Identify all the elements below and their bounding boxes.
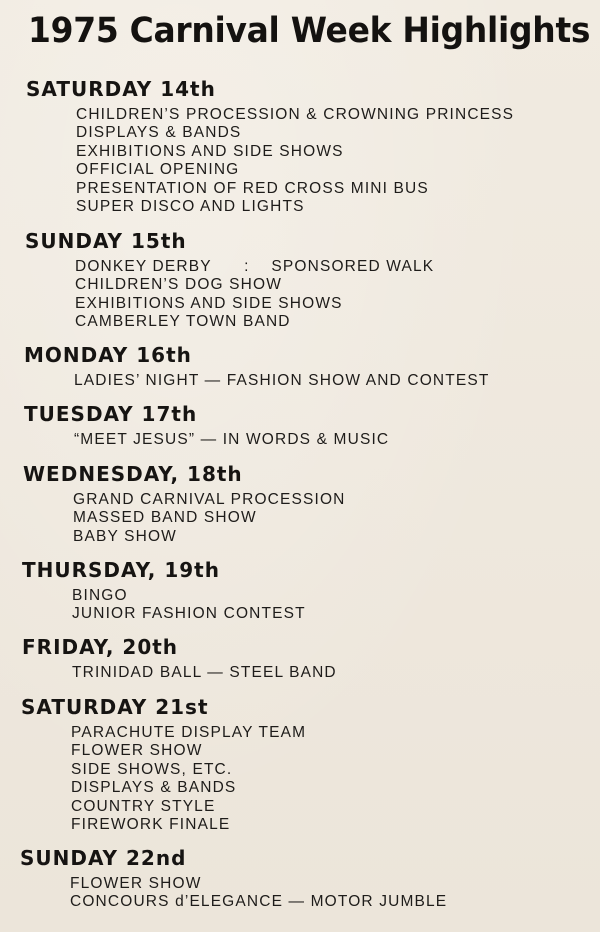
day-monday-16: [24, 343, 594, 390]
day-heading: SATURDAY 14th: [26, 77, 216, 101]
event-list: [25, 258, 595, 332]
event-item: SUPER DISCO AND LIGHTS: [76, 198, 305, 216]
event-list: [24, 431, 594, 449]
event-item: BABY SHOW: [73, 527, 177, 545]
day-tuesday-17: [24, 402, 594, 449]
day-heading: WEDNESDAY, 18th: [23, 462, 243, 486]
event-list: [21, 724, 591, 834]
event-item: FLOWER SHOW: [71, 742, 203, 760]
event-list: [22, 587, 592, 624]
day-sunday-15: [25, 229, 595, 332]
day-thursday-19: [22, 558, 592, 624]
event-item: PRESENTATION OF RED CROSS MINI BUS: [76, 179, 429, 197]
event-item: CONCOURS d’ELEGANCE — MOTOR JUMBLE: [70, 893, 448, 911]
event-item: COUNTRY STYLE: [71, 797, 216, 815]
event-item: OFFICIAL OPENING: [76, 161, 240, 179]
event-list: [22, 664, 592, 682]
day-friday-20: [22, 635, 592, 682]
day-sunday-22: [20, 846, 590, 912]
day-heading: TUESDAY 17th: [24, 402, 198, 426]
event-item: FIREWORK FINALE: [71, 816, 231, 834]
event-item: SIDE SHOWS, ETC.: [71, 760, 233, 778]
day-saturday-14: [26, 77, 596, 216]
day-heading: SUNDAY 15th: [25, 229, 187, 253]
event-item: “MEET JESUS” — IN WORDS & MUSIC: [74, 431, 390, 448]
day-heading: SUNDAY 22nd: [20, 846, 187, 870]
event-item: PARACHUTE DISPLAY TEAM: [71, 724, 307, 741]
event-list: [24, 372, 594, 390]
event-item: CHILDREN’S PROCESSION & CROWNING PRINCESS: [76, 106, 515, 123]
day-heading: MONDAY 16th: [24, 343, 192, 367]
event-item: CAMBERLEY TOWN BAND: [75, 313, 291, 331]
day-heading: SATURDAY 21st: [21, 695, 209, 719]
event-item: BINGO: [72, 587, 128, 604]
event-list: [26, 106, 596, 216]
event-item: TRINIDAD BALL — STEEL BAND: [72, 664, 337, 681]
event-item: EXHIBITIONS AND SIDE SHOWS: [75, 294, 343, 312]
event-item: EXHIBITIONS AND SIDE SHOWS: [76, 142, 344, 160]
day-heading: FRIDAY, 20th: [22, 635, 179, 659]
event-item: FLOWER SHOW: [70, 875, 202, 892]
event-item: LADIES’ NIGHT — FASHION SHOW AND CONTEST: [74, 372, 490, 389]
event-item: JUNIOR FASHION CONTEST: [72, 605, 306, 623]
day-saturday-21: [21, 695, 591, 834]
event-item: DISPLAYS & BANDS: [76, 124, 242, 142]
event-list: [23, 491, 593, 546]
event-item: MASSED BAND SHOW: [73, 509, 257, 527]
event-item: GRAND CARNIVAL PROCESSION: [73, 491, 346, 508]
day-heading: THURSDAY, 19th: [22, 558, 220, 582]
day-wednesday-18: [23, 462, 593, 546]
event-list: [20, 875, 590, 912]
page-title: 1975 Carnival Week Highlights: [28, 11, 591, 51]
event-item: DISPLAYS & BANDS: [71, 779, 237, 797]
event-item: DONKEY DERBY : SPONSORED WALK: [75, 258, 435, 275]
event-item: CHILDREN’S DOG SHOW: [75, 276, 283, 294]
